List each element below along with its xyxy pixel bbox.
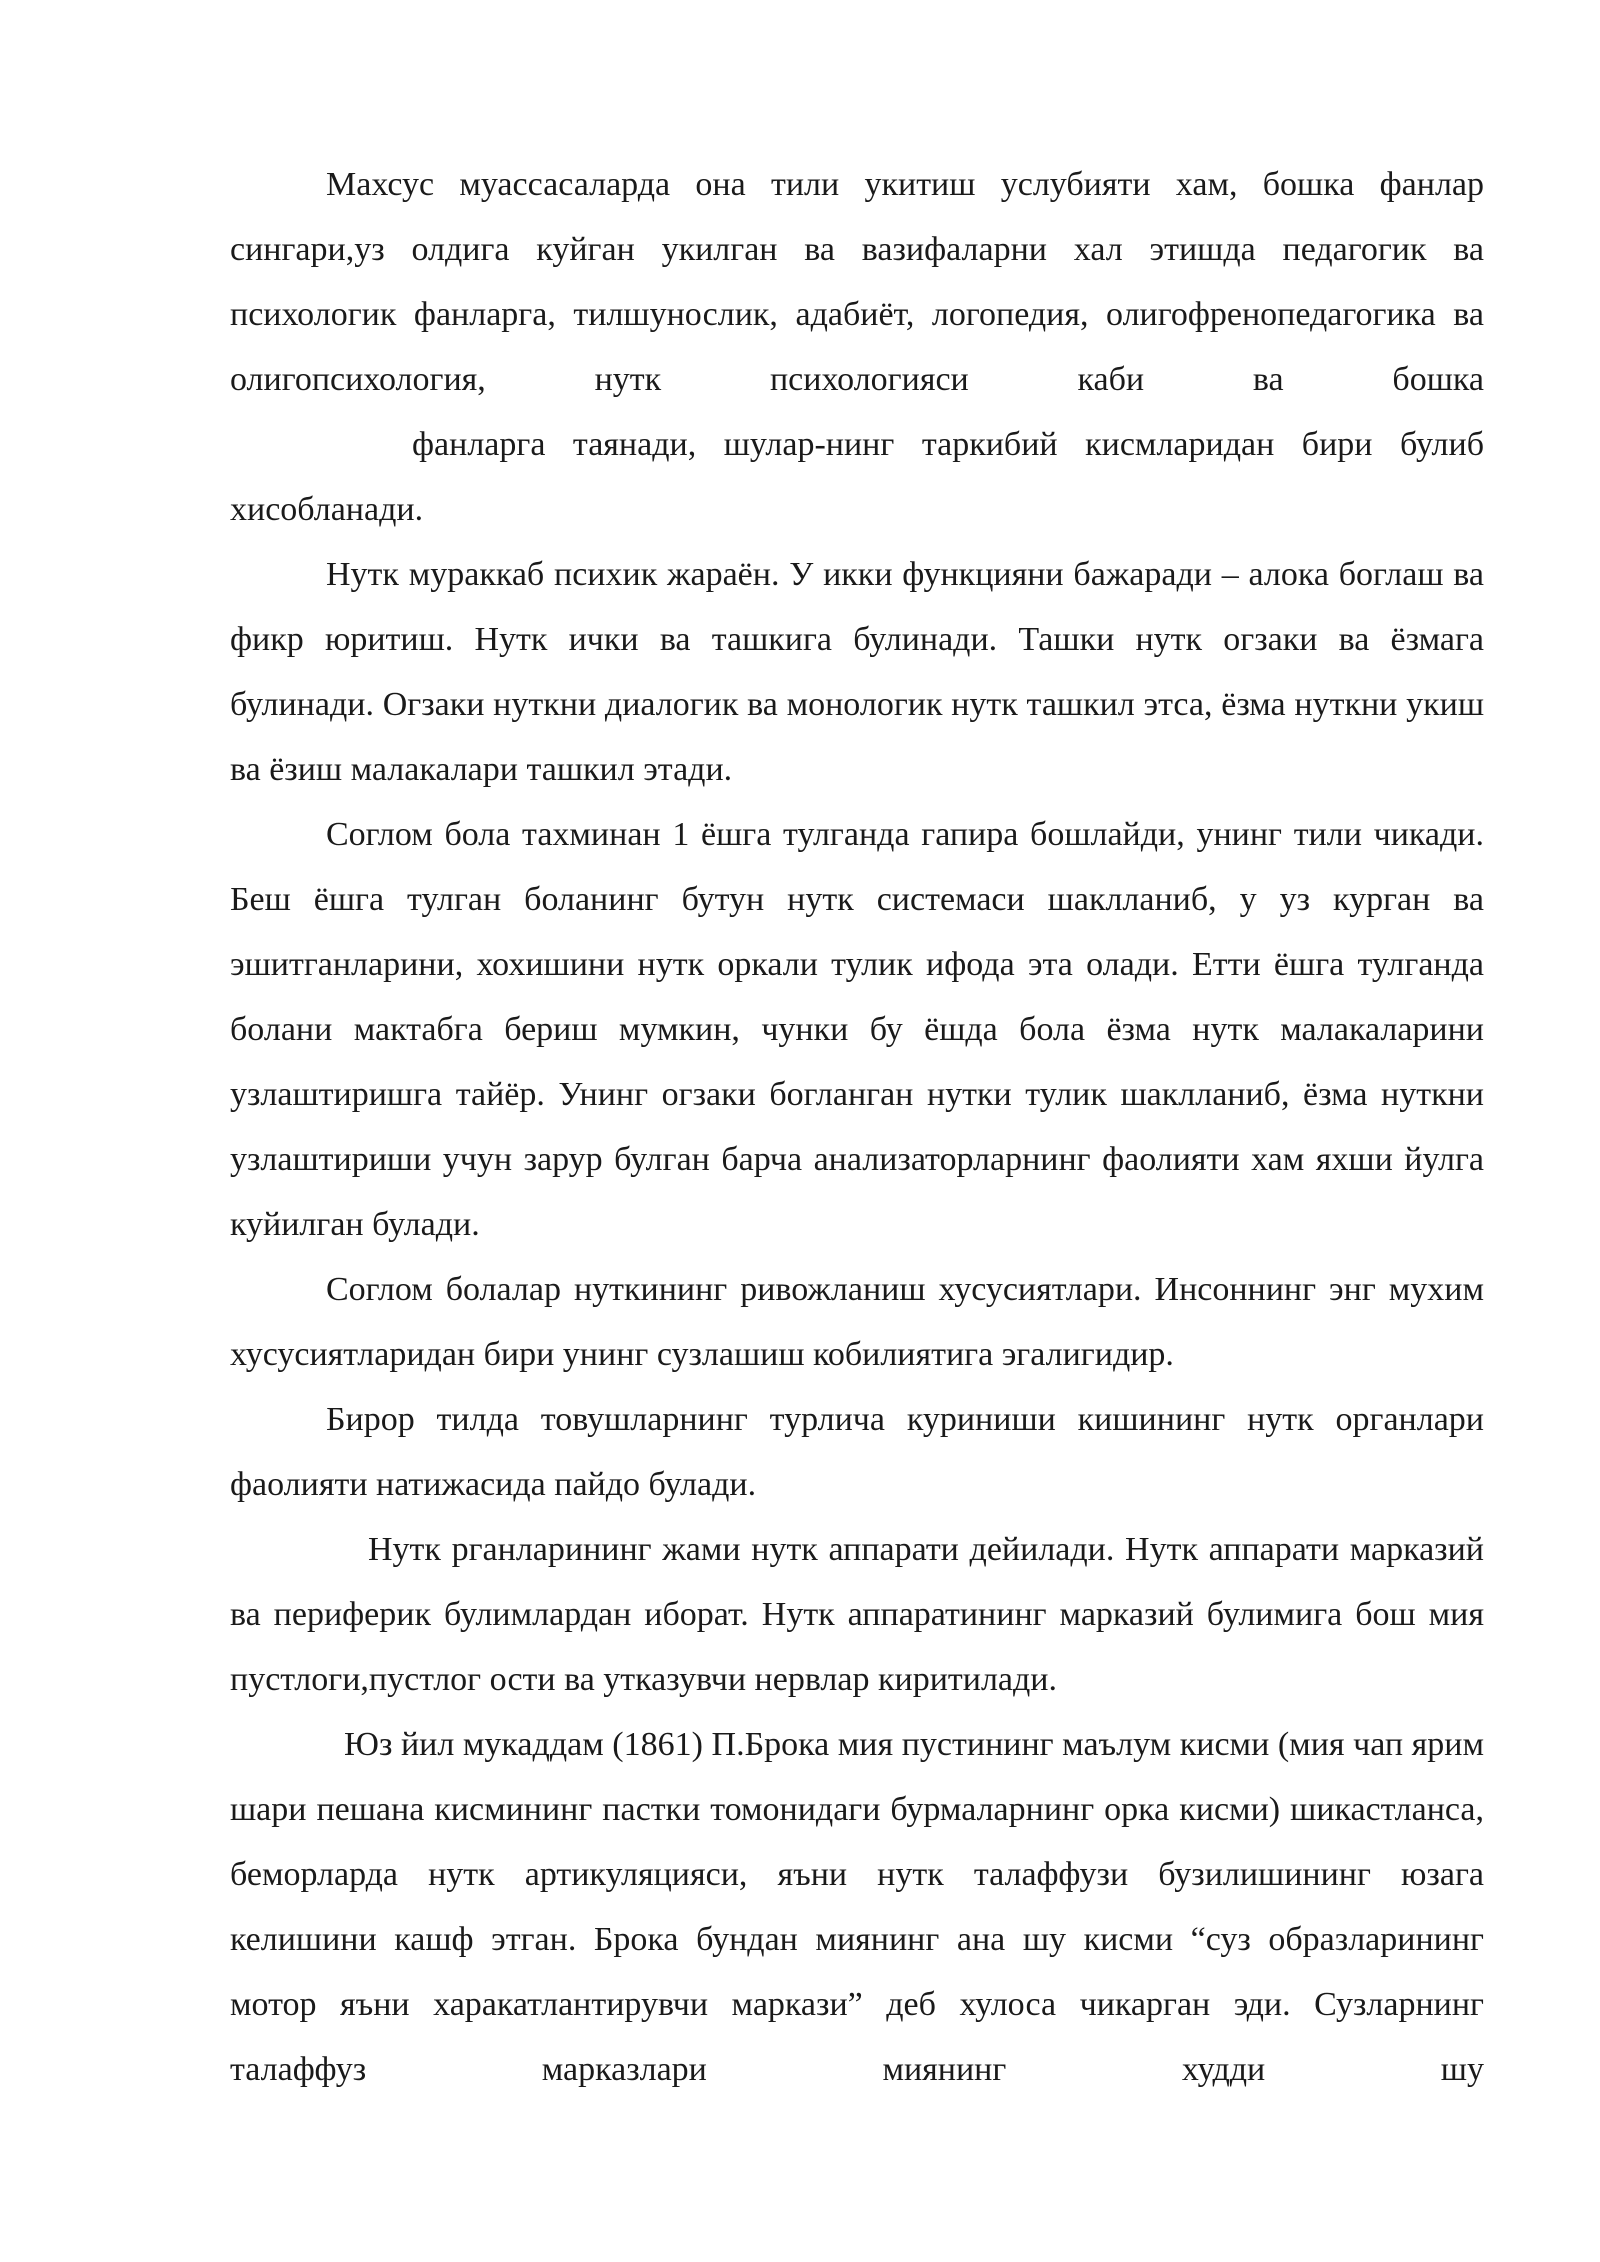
paragraph-1-part-2 (230, 412, 1484, 542)
paragraph-6: Нутк рганларининг жами нутк аппарати дейилади. Нутк аппарати марказий ва периферик булимлардан иборат. Нутк аппаратининг марказий булимига бош мия пустлоги,пустлог ости ва утказувчи нервлар киритилади. (230, 1531, 1484, 1698)
paragraph-5: Бирор тилда товушларнинг турлича куриниши кишининг нутк органлари фаолияти натижасида пайдо булади. (230, 1401, 1484, 1503)
paragraph-4: Соглом болалар нуткининг ривожланиш хусусиятлари. Инсоннинг энг мухим хусусиятларидан бири унинг сузлашиш кобилиятига эгалигидир. (230, 1271, 1484, 1373)
paragraph-7: Юз йил мукаддам (1861) П.Брока мия пустининг маълум кисми (мия чап ярим шари пешана кисмининг пастки томонидаги бурмаларнинг орка кисми) шикастланса, беморларда нутк артикуляцияси, яъни нутк талаффузи бузилишининг юзага келишини кашф этган. Брока бундан миянинг ана шу кисми “суз образларининг мотор яъни харакатлантирувчи маркази” деб хулоса чикарган эди. Сузларнинг талаффуз марказлари миянинг худди шу (230, 1726, 1484, 2088)
paragraph-2: Нутк мураккаб психик жараён. У икки функцияни бажаради – алока боглаш ва фикр юритиш. Нутк ички ва ташкига булинади. Ташки нутк огзаки ва ёзмага булинади. Огзаки нуткни диалогик ва монологик нутк ташкил этса, ёзма нуткни укиш ва ёзиш малакалари ташкил этади. (230, 556, 1484, 788)
paragraph-3: Соглом бола тахминан 1 ёшга тулганда гапира бошлайди, унинг тили чикади. Беш ёшга тулган боланинг бутун нутк системаси шаклланиб, у уз курган ва эшитганларини, хохишини нутк оркали тулик ифода эта олади. Етти ёшга тулганда болани мактабга бериш мумкин, чунки бу ёшда бола ёзма нутк малакаларини узлаштиришга тайёр. Унинг огзаки богланган нутки тулик шаклланиб, ёзма нуткни узлаштириши учун зарур булган барча анализаторларнинг фаолияти хам яхши йулга куйилган булади. (230, 816, 1484, 1243)
paragraph-1-part-1: Махсус муассасаларда она тили укитиш услубияти хам, бошка фанлар сингари,уз олдига куйган укилган ва вазифаларни хал этишда педагогик ва психологик фанларга, тилшунослик, адабиёт, логопедия, олигофренопедагогика ва олигопсихология, нутк психологияси каби ва бошка (230, 166, 1484, 398)
paragraph-1-continuation: фанларга таянади, шулар-нинг таркибий кисмларидан бири булиб хисобланади. (230, 426, 1484, 528)
document-body (230, 152, 1484, 2102)
